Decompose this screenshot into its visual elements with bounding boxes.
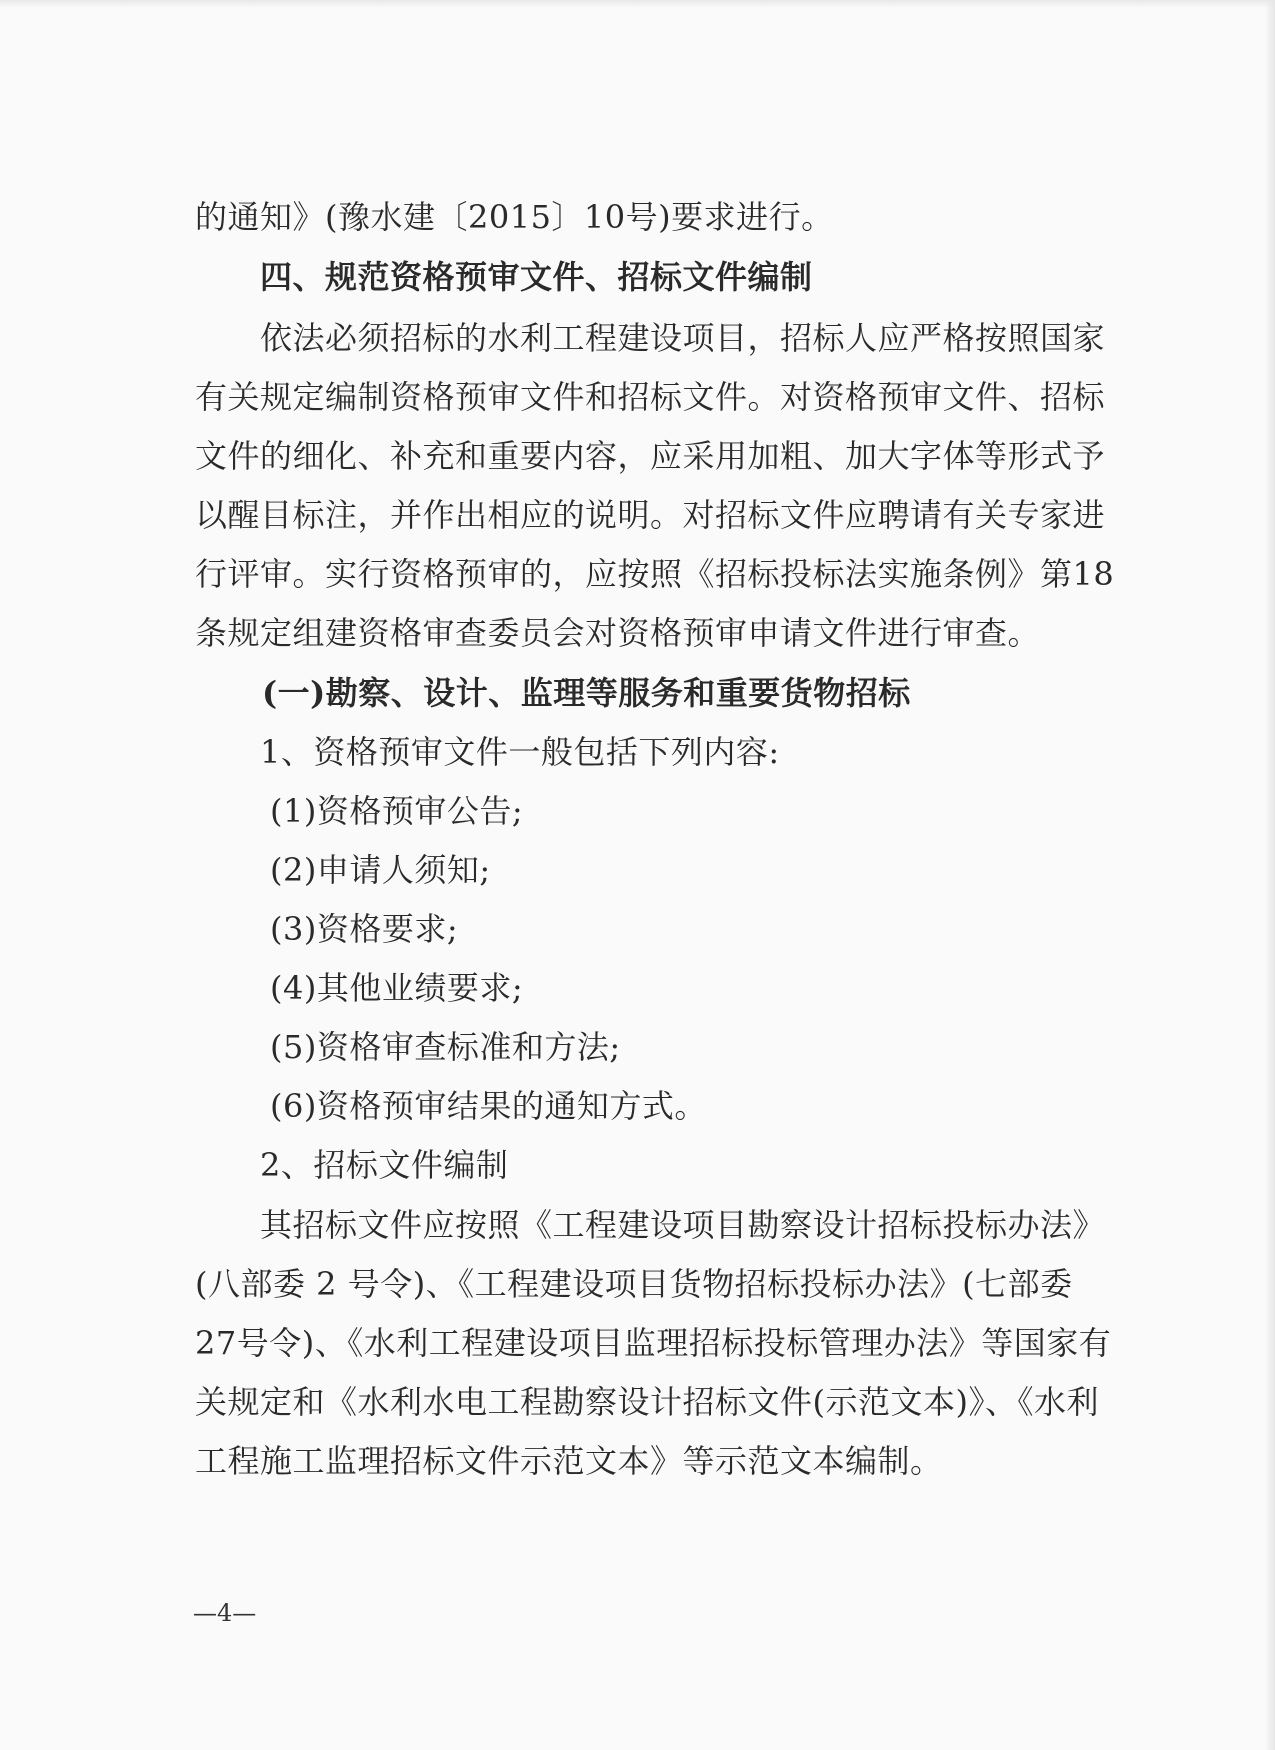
text-line: 有关规定编制资格预审文件和招标文件。对资格预审文件、招标: [195, 378, 1106, 416]
list-item: (6)资格预审结果的通知方式。: [270, 1087, 707, 1125]
list-item: (3)资格要求;: [270, 910, 459, 948]
scan-edge-top: [0, 0, 1275, 8]
text-line: 依法必须招标的水利工程建设项目，招标人应严格按照国家: [260, 319, 1106, 357]
list-item: (2)申请人须知;: [270, 851, 491, 889]
text-line: 1、资格预审文件一般包括下列内容:: [260, 733, 780, 771]
text-line: 行评审。实行资格预审的，应按照《招标投标法实施条例》第18: [195, 555, 1115, 593]
list-item: (1)资格预审公告;: [270, 792, 524, 830]
list-item: (5)资格审查标准和方法;: [270, 1028, 621, 1066]
scan-edge-right: [1265, 0, 1275, 1750]
text-line: 其招标文件应按照《工程建设项目勘察设计招标投标办法》: [260, 1206, 1106, 1244]
text-line: 文件的细化、补充和重要内容，应采用加粗、加大字体等形式予: [195, 437, 1106, 475]
list-item: (4)其他业绩要求;: [270, 969, 524, 1007]
text-line: 条规定组建资格审查委员会对资格预审申请文件进行审查。: [195, 614, 1041, 652]
text-line: 工程施工监理招标文件示范文本》等示范文本编制。: [195, 1442, 943, 1480]
subsection-heading: (一)勘察、设计、监理等服务和重要货物招标: [262, 674, 911, 712]
section-heading: 四、规范资格预审文件、招标文件编制: [260, 258, 813, 296]
text-line: (八部委 2 号令)、《工程建设项目货物招标投标办法》(七部委: [195, 1265, 1073, 1303]
text-line: 关规定和《水利水电工程勘察设计招标文件(示范文本)》、《水利: [195, 1383, 1099, 1421]
page-number: —4—: [193, 1599, 257, 1627]
text-line: 以醒目标注，并作出相应的说明。对招标文件应聘请有关专家进: [195, 496, 1106, 534]
text-line: 的通知》(豫水建〔2015〕10号)要求进行。: [195, 198, 834, 236]
text-line: 27号令)、《水利工程建设项目监理招标投标管理办法》等国家有: [195, 1324, 1112, 1362]
text-line: 2、招标文件编制: [260, 1146, 509, 1184]
